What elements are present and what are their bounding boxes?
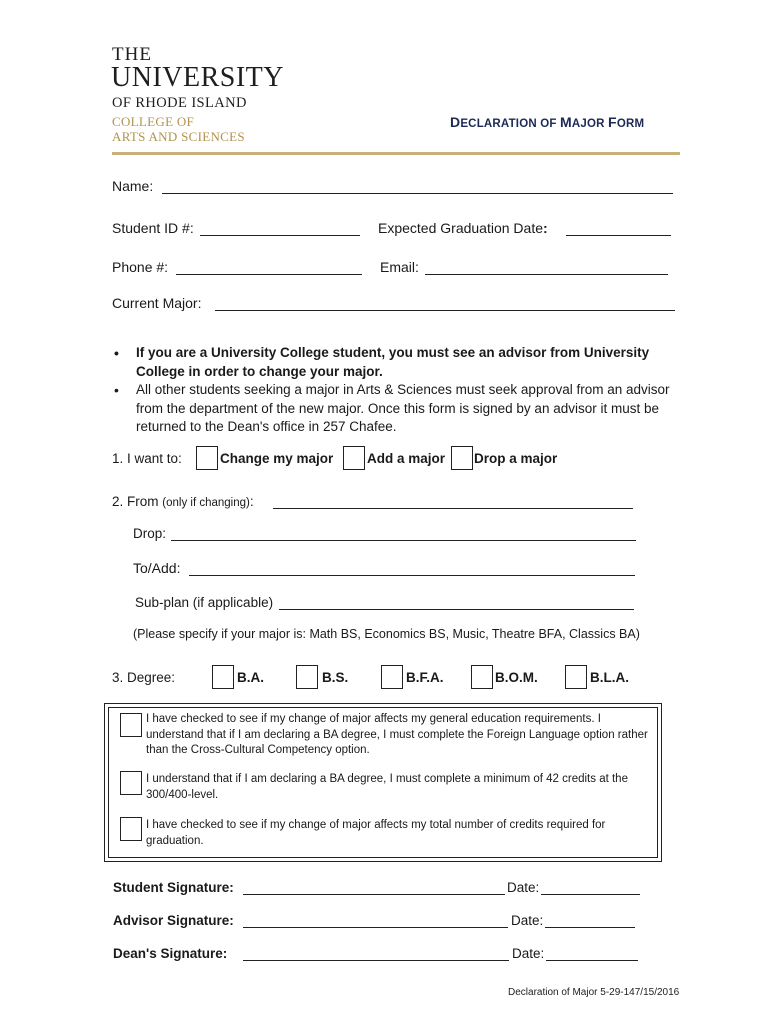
grad-date-label: Expected Graduation Date: <box>378 220 548 236</box>
degree-bfa-label: B.F.A. <box>406 670 444 685</box>
add-major-checkbox[interactable] <box>343 446 365 470</box>
dean-date-label: Date: <box>512 946 545 961</box>
advisor-signature-field[interactable] <box>243 927 508 928</box>
gen-ed-ack-text: I have checked to see if my change of major affects my general education requirements. I understand that if I am declaring a BA degree, I must complete the Foreign Language option rather than the Cross-Cultural Competency option. <box>146 713 648 756</box>
degree-bla-label: B.L.A. <box>590 670 629 685</box>
from-note: (only if changing) <box>162 497 250 509</box>
add-major-label: Add a major <box>367 451 446 466</box>
student-signature-label: Student Signature: <box>113 880 234 895</box>
advisor-signature-label: Advisor Signature: <box>113 913 234 928</box>
logo-the: THE <box>112 44 152 65</box>
email-field[interactable] <box>425 274 668 275</box>
section1-label: 1. I want to: <box>112 451 182 466</box>
change-major-checkbox[interactable] <box>196 446 218 470</box>
advisor-date-field[interactable] <box>545 927 635 928</box>
student-signature-field[interactable] <box>243 894 505 895</box>
degree-bla-checkbox[interactable] <box>565 665 587 689</box>
credits-300-ack-text: I understand that if I am declaring a BA degree, I must complete a minimum of 42 credits at the 300/400-level. <box>146 773 628 801</box>
name-field[interactable] <box>162 193 673 194</box>
current-major-field[interactable] <box>215 310 675 311</box>
student-id-label: Student ID #: <box>112 220 194 236</box>
logo-college-line1: COLLEGE OF <box>112 114 195 129</box>
name-label: Name: <box>112 178 154 194</box>
logo-rhode-island: OF RHODE ISLAND <box>112 95 247 111</box>
degree-bom-checkbox[interactable] <box>471 665 493 689</box>
degree-bfa-checkbox[interactable] <box>381 665 403 689</box>
change-major-label: Change my major <box>220 451 334 466</box>
instruction-1: • If you are a University College student, you must see an advisor from University College in order to change your major. <box>112 344 677 381</box>
drop-field[interactable] <box>171 540 636 541</box>
gen-ed-ack-checkbox[interactable] <box>120 713 142 737</box>
dean-signature-field[interactable] <box>243 960 509 961</box>
email-label: Email: <box>380 259 419 275</box>
subplan-field[interactable] <box>279 609 634 610</box>
dean-date-field[interactable] <box>546 960 638 961</box>
degree-label: 3. Degree: <box>112 670 176 685</box>
student-id-field[interactable] <box>200 235 360 236</box>
form-title: DECLARATION OF MAJOR FORM <box>450 114 645 130</box>
student-date-label: Date: <box>507 880 540 895</box>
advisor-date-label: Date: <box>511 913 544 928</box>
total-credits-ack-checkbox[interactable] <box>120 817 142 841</box>
logo-college-line2: ARTS AND SCIENCES <box>112 129 245 144</box>
drop-major-label: Drop a major <box>474 451 558 466</box>
major-specify-note: (Please specify if your major is: Math BS, Economics BS, Music, Theatre BFA, Classics BA) <box>133 627 640 641</box>
from-field[interactable] <box>273 508 633 509</box>
header-divider <box>112 152 680 155</box>
drop-major-checkbox[interactable] <box>451 446 473 470</box>
drop-label: Drop: <box>133 526 167 541</box>
degree-ba-label: B.A. <box>237 670 264 685</box>
from-label: 2. From (only if changing): <box>112 494 254 509</box>
grad-date-field[interactable] <box>566 235 671 236</box>
dean-signature-label: Dean's Signature: <box>113 946 228 961</box>
credits-300-ack-checkbox[interactable] <box>120 771 142 795</box>
student-date-field[interactable] <box>541 894 640 895</box>
total-credits-ack-text: I have checked to see if my change of major affects my total number of credits required for graduation. <box>146 819 606 847</box>
phone-label: Phone #: <box>112 259 169 275</box>
to-add-field[interactable] <box>189 575 635 576</box>
logo-university: UNIVERSITY <box>111 62 284 93</box>
subplan-label: Sub-plan (if applicable) <box>135 595 274 610</box>
logo-college <box>112 114 245 144</box>
current-major-label: Current Major: <box>112 295 202 311</box>
to-add-label: To/Add: <box>133 560 181 576</box>
form-version-footer: Declaration of Major 5-29-147/15/2016 <box>508 987 680 998</box>
degree-ba-checkbox[interactable] <box>212 665 234 689</box>
degree-bom-label: B.O.M. <box>495 670 538 685</box>
instructions-list <box>112 344 677 437</box>
phone-field[interactable] <box>176 274 362 275</box>
degree-bs-label: B.S. <box>322 670 349 685</box>
degree-bs-checkbox[interactable] <box>296 665 318 689</box>
instruction-2: • All other students seeking a major in Arts & Sciences must seek approval from an advisor from the department of the new major. Once this form is signed by an advisor it must be returned to the Dean's office in 257 Chafee. <box>112 381 677 437</box>
